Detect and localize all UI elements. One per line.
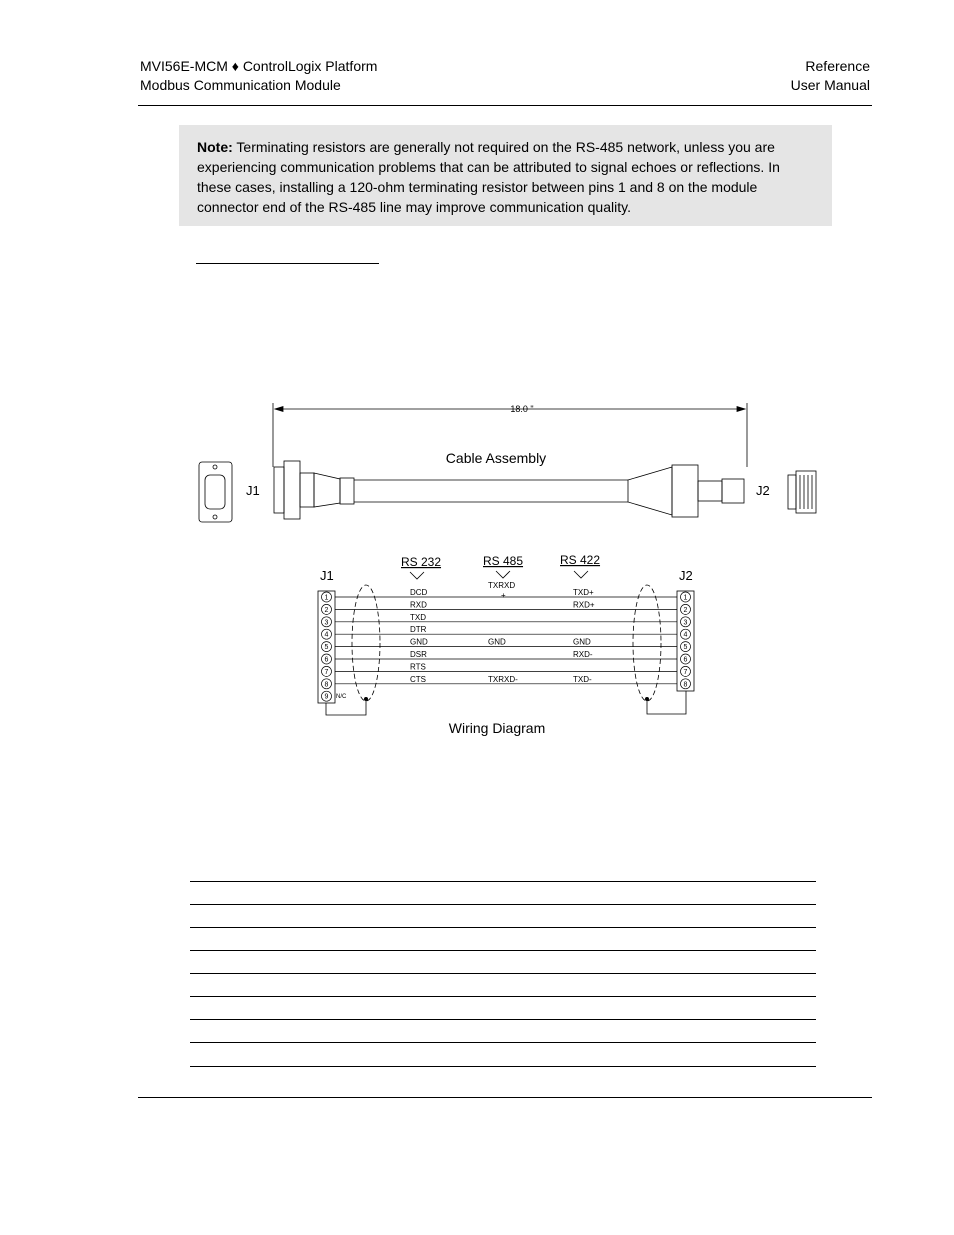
rs485-chevron (496, 571, 510, 578)
rs485-txrxd-label: TXRXD (488, 581, 516, 590)
header-rs485: RS 485 (483, 554, 524, 568)
section-heading-underline (196, 263, 379, 264)
table-rule-6 (190, 996, 816, 997)
j1-pin-number: 5 (324, 644, 329, 652)
cable-figure (190, 395, 830, 750)
wiring-diagram-title: Wiring Diagram (448, 720, 546, 736)
wire-list (335, 597, 677, 684)
cable-j2-label: J2 (756, 483, 770, 498)
rj45-body (672, 465, 698, 517)
signal-rs485: TXRXD- (488, 674, 518, 684)
db9-body (284, 461, 300, 519)
table-rule-1 (190, 881, 816, 882)
j2-pin-number: 8 (683, 681, 688, 689)
header-rs422: RS 422 (560, 553, 601, 567)
note-box (179, 125, 832, 226)
db9-face-shell (205, 475, 225, 509)
cable-assembly-title: Cable Assembly (445, 450, 547, 466)
db9-boot (314, 473, 340, 507)
cable-j1-label: J1 (246, 483, 260, 498)
db9-hood (300, 473, 314, 507)
j2-pin-number: 2 (683, 606, 688, 614)
dimension-arrow-left (275, 407, 283, 412)
j1-pin-number: 2 (324, 606, 329, 614)
rs485-plus-label: + (501, 591, 506, 600)
j1-pin-number: 8 (324, 681, 329, 689)
j2-pin-number: 6 (683, 656, 688, 664)
signal-label-list (410, 588, 595, 684)
rs422-chevron (574, 571, 588, 578)
j1-pin-number: 6 (324, 656, 329, 664)
signal-rs422: GND (573, 637, 591, 647)
j2-drain-loop (647, 691, 686, 714)
signal-rs422: RXD- (573, 650, 593, 659)
dimension-arrow-right (737, 407, 745, 412)
signal-rs232: GND (410, 637, 428, 647)
signal-rs422: TXD+ (573, 588, 594, 597)
j1-pin-number: 4 (324, 631, 329, 639)
wiring-j2-label: J2 (679, 568, 693, 583)
db9-screw-top (213, 465, 217, 469)
header-doc-type: User Manual (790, 77, 870, 93)
j2-pin-number: 5 (683, 644, 688, 652)
table-rule-5 (190, 973, 816, 974)
signal-rs232: DTR (410, 625, 427, 635)
j1-pin-list (322, 592, 332, 701)
j1-pin-number: 3 (324, 619, 329, 627)
page-header-right (791, 57, 870, 95)
header-product-subtitle: Modbus Communication Module (140, 77, 341, 93)
j2-pin-number: 1 (683, 594, 688, 602)
table-rule-2 (190, 904, 816, 905)
signal-rs232: DCD (410, 588, 428, 597)
db9-screw-bottom (213, 515, 217, 519)
rs232-chevron (410, 572, 424, 579)
table-rule-7 (190, 1019, 816, 1020)
header-rs232: RS 232 (401, 555, 442, 569)
signal-rs232: TXD (410, 612, 426, 622)
table-rule-9 (190, 1066, 816, 1067)
j2-drain-dot (645, 697, 649, 701)
cable-wiring-svg (190, 395, 830, 745)
j1-drain-dot (364, 697, 368, 701)
db9-face-outline (199, 462, 232, 522)
j1-pin-number: 7 (324, 668, 329, 676)
signal-rs485: GND (488, 637, 506, 647)
table-rule-8 (190, 1042, 816, 1043)
rj45-tip (722, 479, 744, 503)
j1-pin-number: 1 (324, 594, 329, 602)
pin9-nc-label: N/C (336, 694, 347, 700)
wiring-diagram (318, 553, 694, 736)
j1-pin-number: 9 (324, 693, 329, 701)
table-rule-4 (190, 950, 816, 951)
note-text: Terminating resistors are generally not required on the RS-485 network, unless you are experiencing communication problems that can be attributed to signal echoes or reflections. In these cases, installing a 120-ohm terminating resistor between pins 1 and 8 on the module connector end of the RS-485 line may improve communication quality. (197, 139, 780, 215)
header-divider (138, 105, 872, 106)
j2-pin-number: 4 (683, 631, 688, 639)
signal-rs422: TXD- (573, 674, 592, 684)
footer-divider (138, 1097, 872, 1098)
rj45-boot (628, 467, 672, 515)
table-rule-3 (190, 927, 816, 928)
signal-rs232: CTS (410, 674, 426, 684)
rj45-plug (698, 481, 722, 501)
j2-pin-number: 3 (683, 619, 688, 627)
page-header-left (140, 57, 377, 95)
header-product-title: MVI56E-MCM ♦ ControlLogix Platform (140, 58, 378, 74)
signal-rs232: RXD (410, 600, 427, 610)
db9-flange (274, 467, 284, 513)
j2-pin-list (681, 592, 691, 689)
signal-rs232: DSR (410, 650, 427, 659)
j2-pin-number: 7 (683, 668, 688, 676)
header-section: Reference (805, 58, 870, 74)
cable-length-label: 18.0 " (510, 404, 534, 414)
wiring-j1-label: J1 (320, 568, 334, 583)
signal-rs232: RTS (410, 662, 426, 672)
rj45-end-latch (788, 475, 796, 509)
db9-strain-relief (340, 478, 354, 504)
note-label: Note: (197, 139, 233, 155)
rj45-end-face (796, 471, 816, 513)
signal-rs422: RXD+ (573, 600, 595, 610)
